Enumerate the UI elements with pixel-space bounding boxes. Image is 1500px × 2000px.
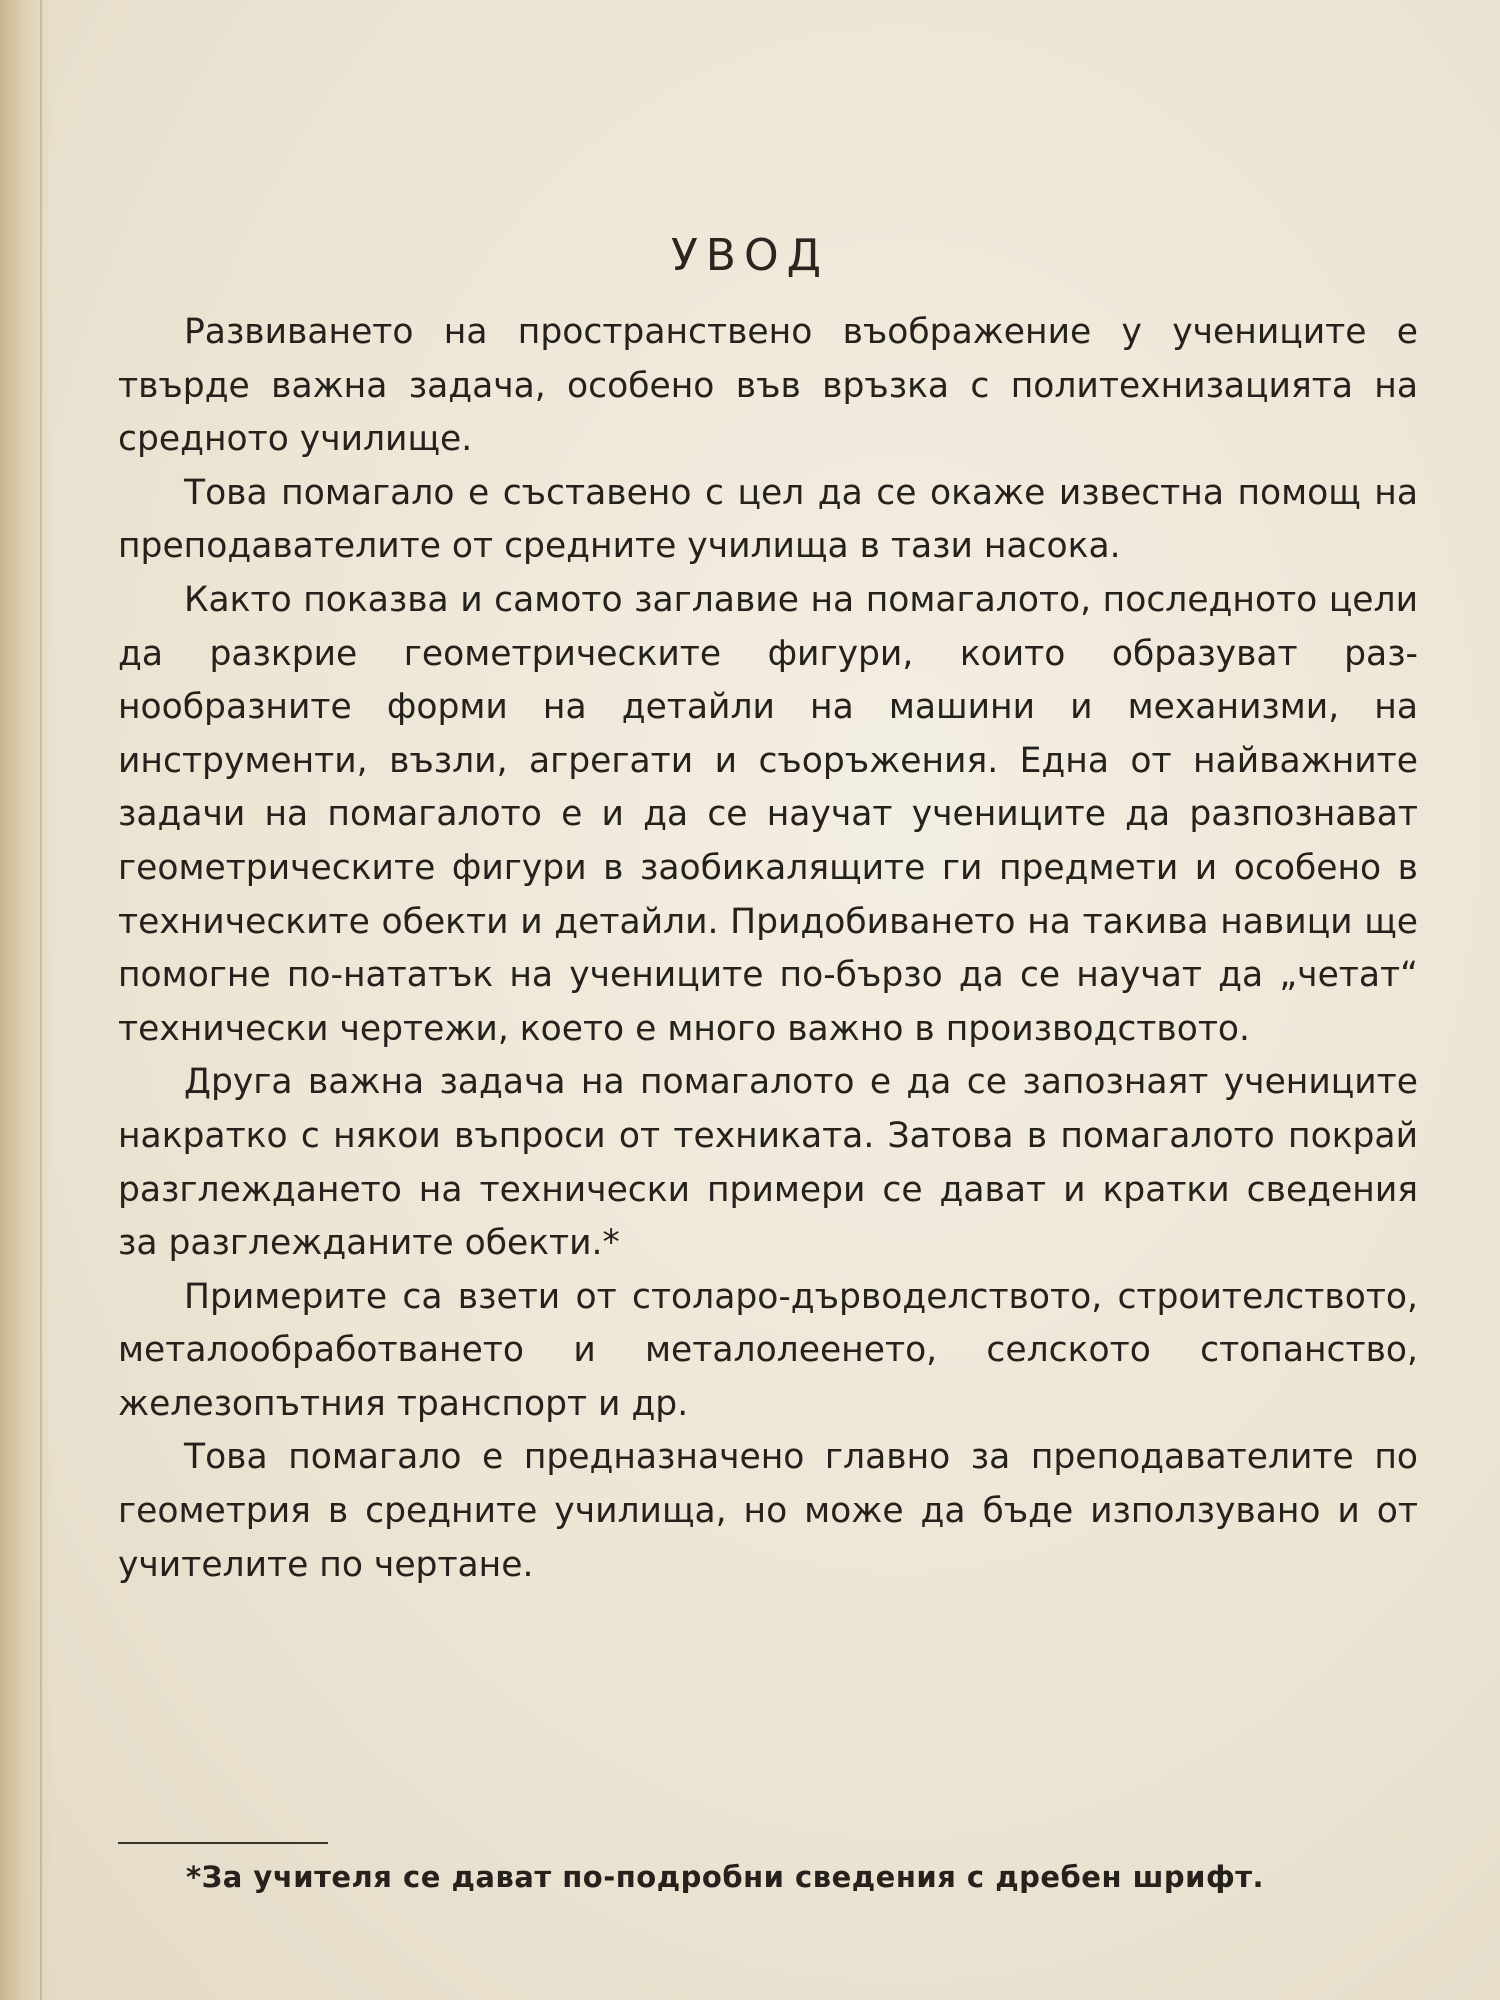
paragraph-3: Както показва и самото заглавие на помагалото, последното цели да разкрие геометрическите фигури, които образуват разнообразните форми на детайли на машини и механизми, на инструменти, възли, агрегати и съоръжения. Една от найважните задачи на помагалото е и да се научат учениците да разпознават геометрическите фигури в заобикалящите ги предмети и особено в техническите обекти и детайли. Придобиването на такива навици ще помогне по-нататък на учениците по-бързо да се научат да „четат“ технически чертежи, което е много важно в производството. [118,579,1418,1049]
paragraph-1: Развиването на пространствено въображение у учениците е твърде важна задача, особено във връзка с политехнизацията на средното училище. [118,312,1418,460]
paragraph-4: Друга важна задача на помагалото е да се запознаят учениците накратко с някои въпроси от техниката. Затова в помагалото покрай разглеждането на технически примери се дават и кратки сведения за разглежданите обекти.* [118,1062,1418,1264]
footnote: *За учителя се дават по-подробни сведения с дребен шрифт. [186,1860,1265,1894]
footnote-divider [118,1842,328,1844]
page-gutter-line [40,0,42,2000]
chapter-title: УВОД [670,230,829,281]
body-text [118,306,1418,1592]
page-gutter-shadow [0,0,52,2000]
paragraph-6: Това помагало е предназначено главно за преподавателите по геометрия в средните училища, но може да бъде използувано и от учителите по чертане. [118,1437,1418,1585]
paragraph-2: Това помагало е съставено с цел да се окаже известна помощ на преподавателите от средните училища в тази насока. [118,472,1418,567]
paragraph-5: Примерите са взети от столаро-дърводелството, строителството, металообработването и металолеенето, селското стопанство, железопътния транспорт и др. [118,1276,1418,1424]
